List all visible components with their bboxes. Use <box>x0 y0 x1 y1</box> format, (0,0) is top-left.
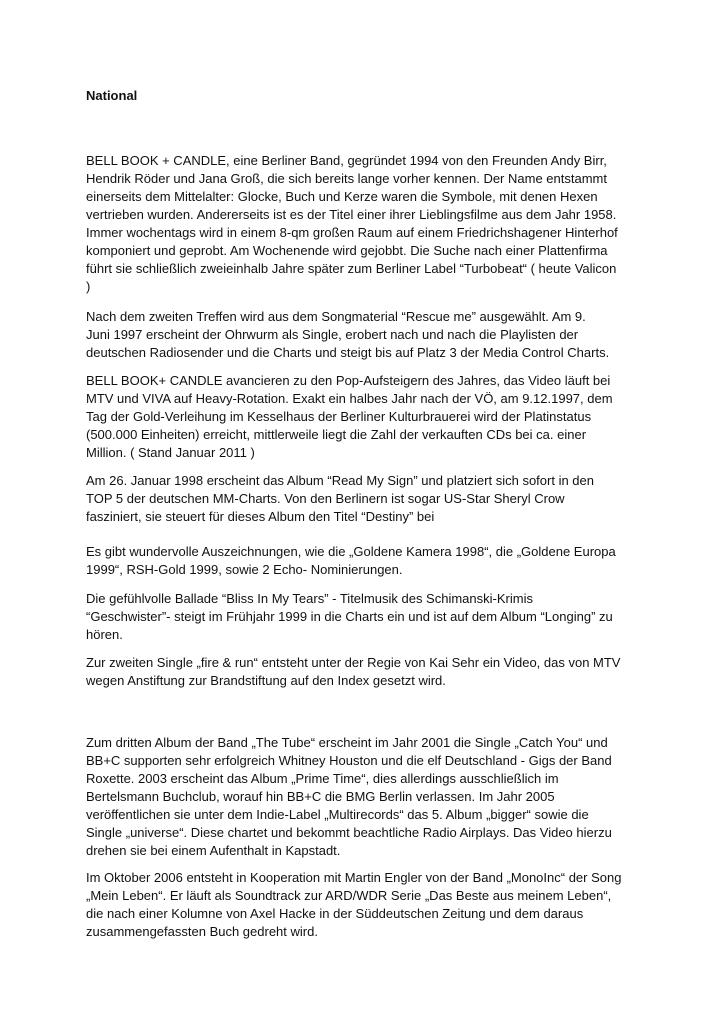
paragraph-fire-and-run <box>86 654 646 690</box>
text-line: veröffentlichen sie unter dem Indie-Label „Multirecords“ das 5. Album „bigger“ sowie die <box>86 807 589 822</box>
text-line: „Mein Leben“. Er läuft als Soundtrack zur ARD/WDR Serie „Das Beste aus meinem Leben“, <box>86 888 612 903</box>
text-line: Immer wochentags wird in einem 8-qm großen Raum auf einem Friedrichshagener Hinterhof <box>86 225 618 240</box>
paragraph-the-tube <box>86 734 646 860</box>
paragraph-bliss-in-my-tears <box>86 590 646 644</box>
text-line: BELL BOOK+ CANDLE avancieren zu den Pop-Aufsteigern des Jahres, das Video läuft bei <box>86 373 611 388</box>
text-line: 1999“, RSH-Gold 1999, sowie 2 Echo- Nominierungen. <box>86 562 403 577</box>
text-line: hören. <box>86 627 123 642</box>
text-line: Tag der Gold-Verleihung im Kesselhaus der Berliner Kulturbrauerei wird der Platinstatus <box>86 409 592 424</box>
paragraph-band-origin <box>86 152 646 296</box>
text-line: die nach einer Kolumne von Axel Hacke in der Süddeutschen Zeitung und dem daraus <box>86 906 584 921</box>
text-line: drehen sie bei einem Aufenthalt in Kapstadt. <box>86 843 341 858</box>
paragraph-mein-leben <box>86 869 646 941</box>
text-line: Es gibt wundervolle Auszeichnungen, wie die „Goldene Kamera 1998“, die „Goldene Europa <box>86 544 616 559</box>
text-line: ) <box>86 279 91 294</box>
paragraph-awards <box>86 543 646 579</box>
text-line: wegen Anstiftung zur Brandstiftung auf den Index gesetzt wird. <box>86 673 446 688</box>
text-line: Nach dem zweiten Treffen wird aus dem Songmaterial “Rescue me” ausgewählt. Am 9. <box>86 309 586 324</box>
text-line: BB+C supporten sehr erfolgreich Whitney Houston und die elf Deutschland - Gigs der Band <box>86 753 612 768</box>
text-line: “Geschwister”- steigt im Frühjahr 1999 in die Charts ein und ist auf dem Album “Longing” zu <box>86 609 613 624</box>
paragraph-platinum <box>86 372 646 462</box>
text-line: zusammengefassten Buch gedreht wird. <box>86 924 318 939</box>
text-line: vertrieben wurden. Andererseits ist es der Titel einer ihrer Lieblingsfilme aus dem Jahr 1958. <box>86 207 617 222</box>
text-line: fasziniert, sie steuert für dieses Album den Titel “Destiny” bei <box>86 509 435 524</box>
text-line: Bertelsmann Buchclub, worauf hin BB+C die BMG Berlin verlassen. Im Jahr 2005 <box>86 789 555 804</box>
text-line: einerseits dem Mittelalter: Glocke, Buch und Kerze waren die Symbole, mit denen Hexen <box>86 189 598 204</box>
text-line: Roxette. 2003 erscheint das Album „Prime Time“, dies allerdings ausschließlich im <box>86 771 559 786</box>
text-line: Zur zweiten Single „fire & run“ entsteht unter der Regie von Kai Sehr ein Video, das von MTV <box>86 655 621 670</box>
text-line: Juni 1997 erscheint der Ohrwurm als Single, erobert nach und nach die Playlisten der <box>86 327 579 342</box>
text-line: MTV und VIVA auf Heavy-Rotation. Exakt ein halbes Jahr nach der VÖ, am 9.12.1997, dem <box>86 391 613 406</box>
text-line: deutschen Radiosender und die Charts und steigt bis auf Platz 3 der Media Control Charts. <box>86 345 610 360</box>
text-line: Single „universe“. Diese chartet und bekommt beachtliche Radio Airplays. Das Video hierzu <box>86 825 612 840</box>
text-line: komponiert und geprobt. Am Wochenende wird gejobbt. Die Suche nach einer Plattenfirma <box>86 243 608 258</box>
text-line: (500.000 Einheiten) erreicht, mittlerweile liegt die Zahl der verkauften CDs bei ca. einer <box>86 427 587 442</box>
text-line: Hendrik Röder und Jana Groß, die sich bereits lange vorher kennen. Der Name entstammt <box>86 171 607 186</box>
text-line: Million. ( Stand Januar 2011 ) <box>86 445 255 460</box>
section-heading: National <box>86 88 138 103</box>
text-line: Die gefühlvolle Ballade “Bliss In My Tears” - Titelmusik des Schimanski-Krimis <box>86 591 533 606</box>
text-line: TOP 5 der deutschen MM-Charts. Von den Berlinern ist sogar US-Star Sheryl Crow <box>86 491 565 506</box>
text-line: BELL BOOK + CANDLE, eine Berliner Band, gegründet 1994 von den Freunden Andy Birr, <box>86 153 607 168</box>
text-line: Am 26. Januar 1998 erscheint das Album “Read My Sign” und platziert sich sofort in den <box>86 473 594 488</box>
paragraph-rescue-me <box>86 308 646 362</box>
text-line: Im Oktober 2006 entsteht in Kooperation mit Martin Engler von der Band „MonoInc“ der Song <box>86 870 622 885</box>
text-line: führt sie schließlich zweieinhalb Jahre später zum Berliner Label “Turbobeat“ ( heute Valicon <box>86 261 617 276</box>
paragraph-read-my-sign <box>86 472 646 526</box>
text-line: Zum dritten Album der Band „The Tube“ erscheint im Jahr 2001 die Single „Catch You“ und <box>86 735 608 750</box>
